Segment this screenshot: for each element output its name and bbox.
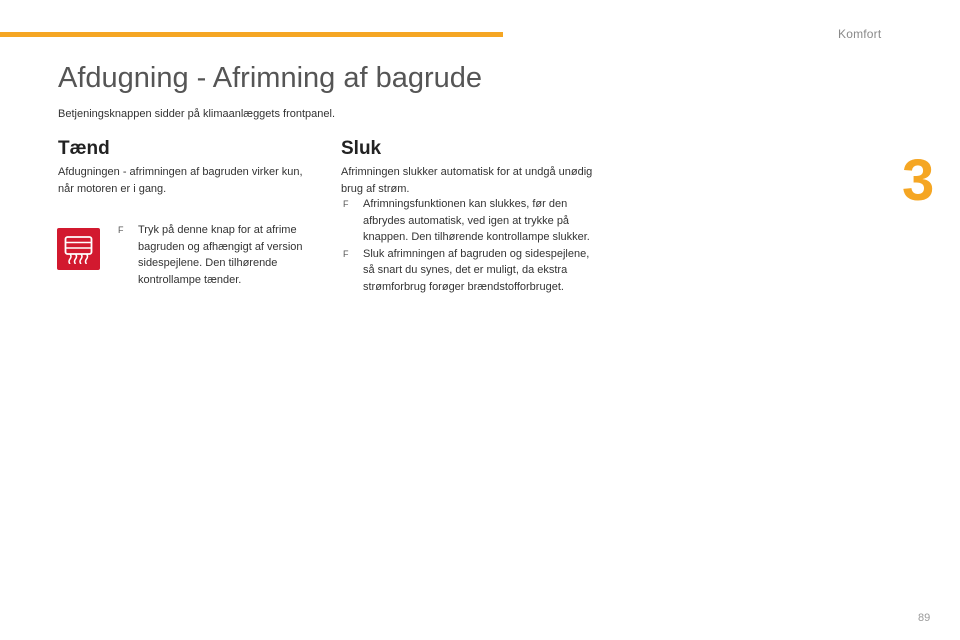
list-item (341, 246, 603, 296)
sluk-bullet-list (341, 196, 603, 295)
bullet-marker: F (343, 199, 349, 209)
rear-defrost-button[interactable] (57, 228, 100, 270)
top-accent-bar (0, 32, 503, 37)
list-item (341, 196, 603, 246)
taend-heading: Tænd (58, 138, 110, 159)
bullet-marker: F (118, 225, 124, 235)
sluk-heading: Sluk (341, 138, 382, 159)
page-number: 89 (918, 612, 931, 624)
intro-text: Betjeningsknappen sidder på klimaanlæggets frontpanel. (58, 108, 336, 120)
bullet-text: Sluk afrimningen af bagruden og sidespejlene, så snart du synes, det er muligt, da ekstra strømforbrug forøger brændstofforbruget. (363, 247, 590, 293)
page-title: Afdugning - Afrimning af bagrude (58, 62, 482, 94)
list-item (116, 222, 321, 288)
sluk-paragraph: Afrimningen slukker automatisk for at undgå unødig brug af strøm. (341, 166, 593, 195)
taend-bullet-list (116, 222, 321, 288)
section-name: Komfort (838, 27, 882, 41)
taend-paragraph: Afdugningen - afrimningen af bagruden virker kun, når motoren er i gang. (58, 166, 303, 195)
bullet-text: Afrimningsfunktionen kan slukkes, før den afbrydes automatisk, ved igen at trykke på knappen. Den tilhørende kontrollampe slukker. (363, 198, 590, 243)
bullet-text: Tryk på denne knap for at afrime bagruden og afhængigt af version sidespejlene. Den tilhørende kontrollampe tænder. (138, 224, 303, 286)
chapter-number: 3 (902, 148, 935, 213)
bullet-marker: F (343, 248, 349, 259)
rear-defrost-icon (63, 234, 94, 264)
